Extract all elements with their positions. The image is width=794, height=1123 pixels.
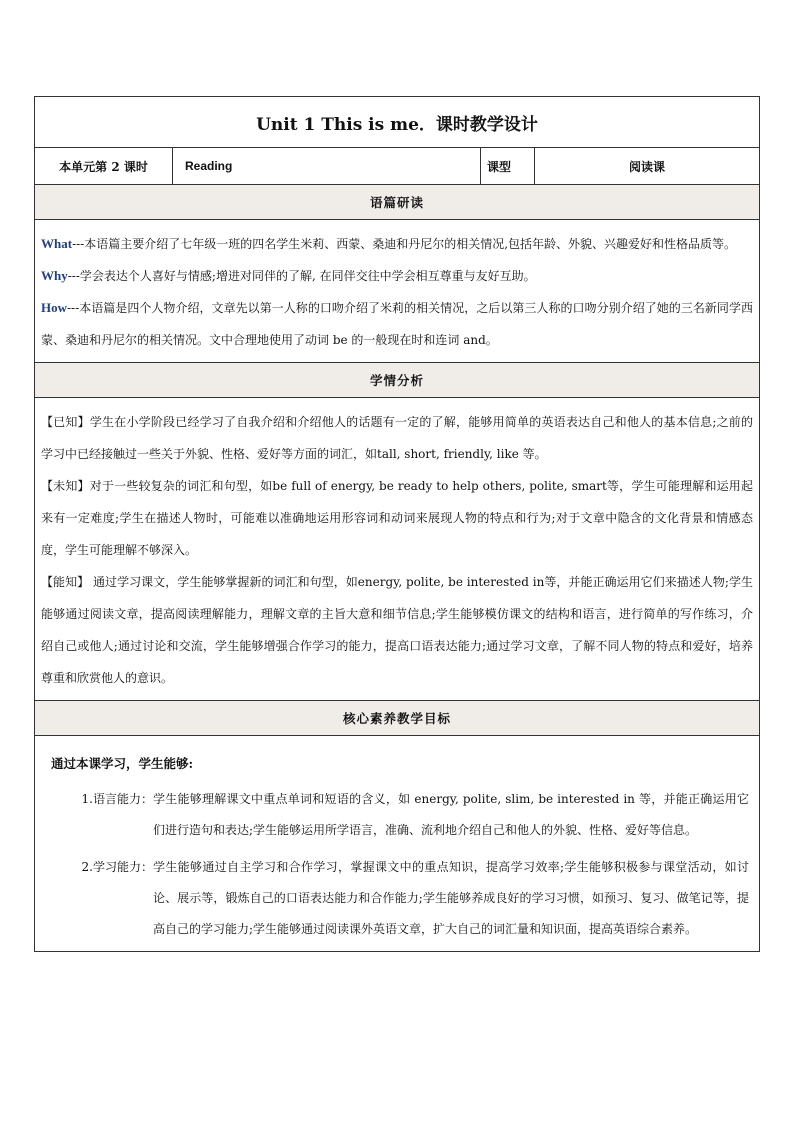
discourse-analysis (35, 220, 760, 363)
objective-number: 1.语言能力： (81, 792, 153, 806)
how-paragraph (41, 292, 753, 356)
what-paragraph (41, 228, 753, 260)
title-row (35, 97, 760, 148)
section-title-learner: 学情分析 (35, 363, 760, 398)
ability-paragraph: 【能知】 通过学习课文，学生能够掌握新的词汇和句型，如energy, polite, be interested in等，并能正确运用它们来描述人物;学生能够通过阅读文章，提高阅读理解能力，理解文章的主旨大意和细节信息;学生能够模仿课文的结构和语言，进行简单的写作练习，介绍自己或他人;通过讨论和交流，学生能够增强合作学习的能力，提高口语表达能力;通过学习文章，了解不同人物的特点和爱好，培养尊重和欣赏他人的意识。 (41, 575, 753, 685)
section-header-row (35, 185, 760, 220)
objective-text: 学生能够理解课文中重点单词和短语的含义，如 energy, polite, slim, be interested in 等，并能正确运用它们进行造句和表达;学生能够运用所学语言，准确、流利地介绍自己和他人的外貌、性格、爱好等信息。 (153, 792, 749, 837)
meta-row (35, 148, 760, 185)
why-paragraph (41, 260, 753, 292)
why-text: ---学会表达个人喜好与情感;增进对同伴的了解, 在同伴交往中学会相互尊重与友好互助。 (67, 269, 536, 283)
objectives-intro: 通过本课学习，学生能够: (51, 756, 194, 771)
lesson-plan-sheet (34, 96, 759, 952)
section-body-row (35, 736, 760, 952)
objective-number: 2.学习能力： (81, 860, 153, 874)
objectives (35, 736, 760, 952)
lesson-type-label: 课型 (481, 148, 535, 185)
lesson-type-value: 阅读课 (535, 148, 760, 185)
unknown-paragraph: 【未知】对于一些较复杂的词汇和句型，如be full of energy, be ready to help others, polite, smart等，学生可能理解和运用起来有一定难度;学生在描述人物时，可能难以准确地运用形容词和动词来展现人物的特点和行为;对于文章中隐含的文化背景和情感态度，学生可能理解不够深入。 (41, 479, 753, 557)
learner-analysis (35, 398, 760, 701)
section-body-row (35, 398, 760, 701)
section-title-discourse: 语篇研读 (35, 185, 760, 220)
lesson-plan-table (34, 96, 760, 952)
page-title: Unit 1 This is me．课时教学设计 (35, 97, 760, 148)
lesson-topic: Reading (173, 148, 481, 185)
section-header-row (35, 363, 760, 398)
section-title-objectives: 核心素养教学目标 (35, 701, 760, 736)
objective-item (41, 852, 753, 945)
objective-text: 学生能够通过自主学习和合作学习，掌握课文中的重点知识，提高学习效率;学生能够积极参与课堂活动，如讨论、展示等，锻炼自己的口语表达能力和合作能力;学生能够养成良好的学习习惯，如预习、复习、做笔记等，提高自己的学习能力;学生能够通过阅读课外英语文章，扩大自己的词汇量和知识面，提高英语综合素养。 (153, 860, 749, 936)
what-lead: What (41, 236, 73, 251)
how-text: ---本语篇是四个人物介绍，文章先以第一人称的口吻介绍了米莉的相关情况，之后以第三人称的口吻分别介绍了她的三名新同学西蒙、桑迪和丹尼尔的相关情况。文中合理地使用了动词 be 的一般现在时和连词 and。 (41, 301, 753, 347)
known-paragraph: 【已知】学生在小学阶段已经学习了自我介绍和介绍他人的话题有一定的了解，能够用简单的英语表达自己和他人的基本信息;之前的学习中已经接触过一些关于外貌、性格、爱好等方面的词汇，如tall, short, friendly, like 等。 (41, 415, 753, 461)
section-header-row (35, 701, 760, 736)
lesson-number: 本单元第 2 课时 (35, 148, 173, 185)
how-lead: How (41, 300, 67, 315)
objective-item (41, 784, 753, 846)
why-lead: Why (41, 268, 68, 283)
what-text: ---本语篇主要介绍了七年级一班的四名学生米莉、西蒙、桑迪和丹尼尔的相关情况,包括年龄、外貌、兴趣爱好和性格品质等。 (72, 237, 737, 251)
section-body-row (35, 220, 760, 363)
